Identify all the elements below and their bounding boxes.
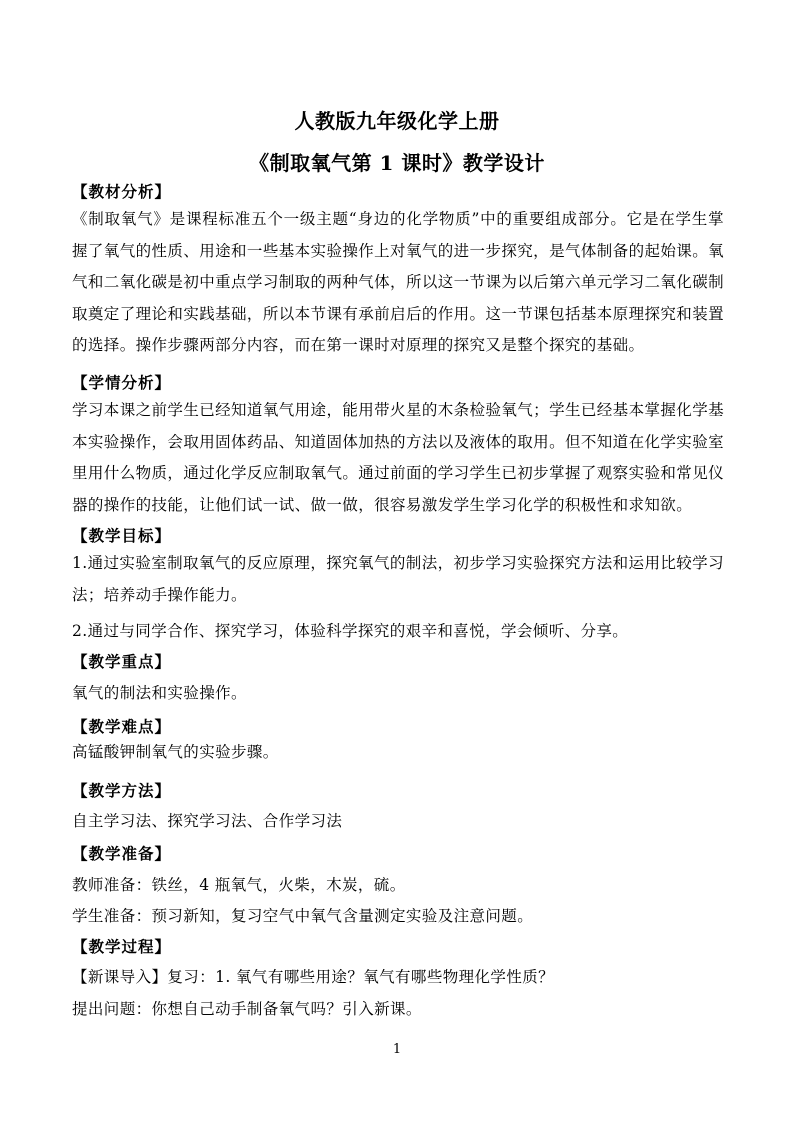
key-points-text: 氧气的制法和实验操作。 <box>72 684 247 702</box>
difficulties-text: 高锰酸钾制氧气的实验步骤。 <box>72 743 279 761</box>
new-lesson-intro-text: 【新课导入】复习：1. 氧气有哪些用途？氧气有哪些物理化学性质？ <box>72 968 555 986</box>
document-title-line1: 人教版九年级化学上册 <box>294 109 500 133</box>
section-heading-preparation: 【教学准备】 <box>72 844 172 863</box>
section-heading-objectives: 【教学目标】 <box>72 526 172 545</box>
paragraph-material-analysis: 《制取氧气》是课程标准五个一级主题“身边的化学物质”中的重要组成部分。它是在学生掌握了氧气的性质、用途和一些基本实验操作上对氧气的进一步探究，是气体制备的起始课。氧气和二氧化碳是初中重点学习制取的两种气体，所以这一节课为以后第六单元学习二氧化碳制取奠定了理论和实践基础，所以本节课有承前启后的作用。这一节课包括基本原理探究和装置的选择。操作步骤两部分内容，而在第一课时对原理的探究又是整个探究的基础。 <box>72 210 724 354</box>
document-title-line2: 《制取氧气第 1 课时》教学设计 <box>249 151 545 175</box>
student-preparation-text: 学生准备：预习新知，复习空气中氧气含量测定实验及注意问题。 <box>72 907 534 925</box>
teacher-preparation-text: 教师准备：铁丝，4 瓶氧气，火柴，木炭，硫。 <box>72 876 406 894</box>
section-heading-methods: 【教学方法】 <box>72 781 172 800</box>
section-heading-difficulties: 【教学难点】 <box>72 717 172 736</box>
objective-item-2: 2.通过与同学合作、探究学习，体验科学探究的艰辛和喜悦，学会倾听、分享。 <box>72 622 629 640</box>
section-heading-key-points: 【教学重点】 <box>72 652 172 671</box>
section-heading-process: 【教学过程】 <box>72 937 172 956</box>
section-heading-material-analysis: 【教材分析】 <box>72 182 172 201</box>
objective-item-1: 1.通过实验室制取氧气的反应原理，探究氧气的制法，初步学习实验探究方法和运用比较学习法；培养动手操作能力。 <box>72 554 724 604</box>
section-heading-student-analysis: 【学情分析】 <box>72 373 172 392</box>
page-number: 1 <box>392 1042 402 1057</box>
paragraph-student-analysis: 学习本课之前学生已经知道氧气用途，能用带火星的木条检验氧气；学生已经基本掌握化学基本实验操作，会取用固体药品、知道固体加热的方法以及液体的取用。但不知道在化学实验室里用什么物质，通过化学反应制取氧气。通过前面的学习学生已初步掌握了观察实验和常见仪器的操作的技能，让他们试一试、做一做，很容易激发学生学习化学的积极性和求知欲。 <box>72 401 724 514</box>
methods-text: 自主学习法、探究学习法、合作学习法 <box>72 812 343 830</box>
question-text: 提出问题：你想自己动手制备氧气吗？引入新课。 <box>72 1000 422 1018</box>
